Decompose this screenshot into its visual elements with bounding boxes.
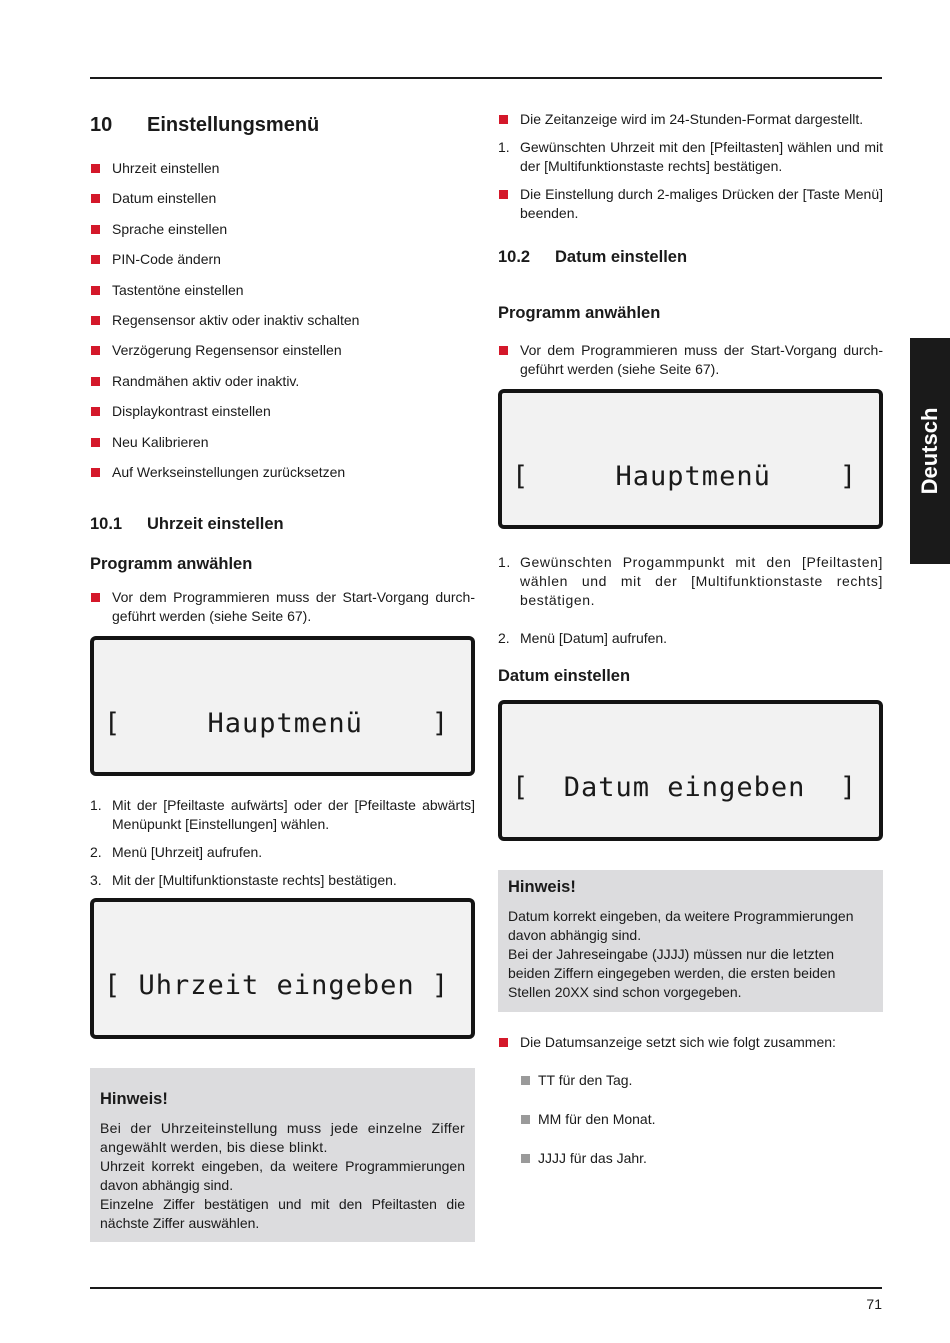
list-item: TT für den Tag. <box>520 1071 883 1090</box>
time-format-list <box>498 110 883 129</box>
section-number: 10 <box>90 114 113 136</box>
step-number: 1. <box>90 796 102 813</box>
language-tab <box>910 338 950 564</box>
right-column <box>498 110 883 1168</box>
lcd-line: [ Hauptmenü ] <box>104 707 450 739</box>
list-item: PIN-Code ändern <box>90 250 475 269</box>
subsection-heading-10-1 <box>90 515 475 534</box>
lcd-line: [ Uhrzeit eingeben ] <box>104 969 450 1001</box>
date-format-list <box>498 1033 883 1052</box>
date-format-sublist <box>498 1071 883 1168</box>
list-item: Randmähen aktiv oder inaktiv. <box>90 372 475 391</box>
list-item <box>90 871 475 890</box>
list-item: Regensensor aktiv oder inaktiv schalten <box>90 311 475 330</box>
note-title: Hinweis! <box>508 878 576 896</box>
subsection-number: 10.2 <box>498 248 531 266</box>
lcd-line: [ Datum eingeben ] <box>512 772 858 803</box>
note-box-time <box>90 1068 475 1242</box>
subsection-title: Uhrzeit einstellen <box>147 514 284 533</box>
bottom-rule <box>90 1287 882 1289</box>
section-heading <box>90 114 475 137</box>
step-number: 1. <box>498 139 510 155</box>
list-item: Tastentöne einstellen <box>90 281 475 300</box>
note-text: Uhrzeit korrekt eingeben, da weitere Programmierungen davon abhängig sind. <box>100 1157 465 1193</box>
step-text: Gewünschten Uhrzeit mit den [Pfeiltasten] wählen und mit der [Multifunktionstaste rechts] bestätigen. <box>520 139 883 174</box>
step-number: 2. <box>90 843 102 860</box>
date-set-heading: Datum einstellen <box>498 667 631 685</box>
step-text: Menü [Datum] aufrufen. <box>520 630 668 646</box>
program-select-heading: Programm anwählen <box>90 554 253 573</box>
step-number: 1. <box>498 554 511 570</box>
note-title: Hinweis! <box>100 1089 168 1108</box>
note-text: Bei der Jahreseingabe (JJJJ) müssen nur die letzten beiden Ziffern eingegeben werden, die ersten beiden Stellen 20XX sind schon vorgegeben. <box>508 946 836 1000</box>
list-item: Neu Kalibrieren <box>90 433 475 452</box>
list-item: Vor dem Programmieren muss der Start-Vorgang durch-geführt werden (siehe Seite 67). <box>90 588 475 626</box>
lcd-display-main-menu <box>498 389 883 529</box>
step-text: Mit der [Pfeiltaste aufwärts] oder der [Pfeiltaste abwärts] Menüpunkt [Einstellungen] wählen. <box>112 796 475 832</box>
list-item: Die Einstellung durch 2-maliges Drücken der [Taste Menü] beenden. <box>498 185 883 223</box>
list-item <box>90 796 475 834</box>
list-item <box>90 843 475 862</box>
list-item: JJJJ für das Jahr. <box>520 1149 883 1168</box>
left-column <box>90 108 475 1242</box>
list-item: Sprache einstellen <box>90 220 475 239</box>
language-tab-label: Deutsch <box>917 407 942 495</box>
settings-menu-list <box>90 159 475 482</box>
subsection-heading-10-2 <box>498 248 883 267</box>
lcd-line: [ Hauptmenü ] <box>512 461 858 492</box>
program-select-heading: Programm anwählen <box>498 304 661 322</box>
step-number: 3. <box>90 871 102 888</box>
list-item <box>498 553 883 610</box>
lcd-display-main-menu <box>90 636 475 776</box>
list-item: Auf Werkseinstellungen zurücksetzen <box>90 463 475 482</box>
list-item: Datum einstellen <box>90 189 475 208</box>
list-item <box>498 138 883 176</box>
note-text: Einzelne Ziffer bestätigen und mit den Pfeiltasten die nächste Ziffer auswählen. <box>100 1195 465 1231</box>
top-rule <box>90 77 882 79</box>
note-box-date <box>498 870 883 1012</box>
list-item: Die Datumsanzeige setzt sich wie folgt zusammen: <box>498 1033 883 1052</box>
list-item: Uhrzeit einstellen <box>90 159 475 178</box>
note-text: Datum korrekt eingeben, da weitere Programmierungen davon abhängig sind. <box>508 908 854 943</box>
list-item: Verzögerung Regensensor einstellen <box>90 341 475 360</box>
subsection-title: Datum einstellen <box>555 248 688 266</box>
lcd-display-time-input <box>90 898 475 1039</box>
step-text: Menü [Uhrzeit] aufrufen. <box>112 843 263 860</box>
list-item: Vor dem Programmieren muss der Start-Vorgang durch-geführt werden (siehe Seite 67). <box>498 341 883 379</box>
step-text: Mit der [Multifunktionstaste rechts] bestätigen. <box>112 871 397 888</box>
precondition-list <box>498 341 883 379</box>
time-confirm-steps <box>498 138 883 176</box>
list-item: Displaykontrast einstellen <box>90 402 475 421</box>
finish-list <box>498 185 883 223</box>
page-number: 71 <box>866 1296 882 1312</box>
lcd-display-date-input <box>498 700 883 841</box>
steps-list <box>90 796 475 890</box>
step-text: Gewünschten Progammpunkt mit den [Pfeiltasten] wählen und mit der [Multifunktionstaste rechts] bestätigen. <box>520 554 883 608</box>
step-number: 2. <box>498 630 510 646</box>
list-item <box>498 629 883 648</box>
note-text: Bei der Uhrzeiteinstellung muss jede einzelne Ziffer angewählt werden, bis diese blinkt. <box>100 1119 465 1155</box>
steps-list <box>498 553 883 648</box>
list-item: MM für den Monat. <box>520 1110 883 1129</box>
list-item: Die Zeitanzeige wird im 24-Stunden-Format dargestellt. <box>498 110 883 129</box>
subsection-number: 10.1 <box>90 514 123 533</box>
precondition-list <box>90 588 475 626</box>
section-title: Einstellungsmenü <box>147 114 320 136</box>
